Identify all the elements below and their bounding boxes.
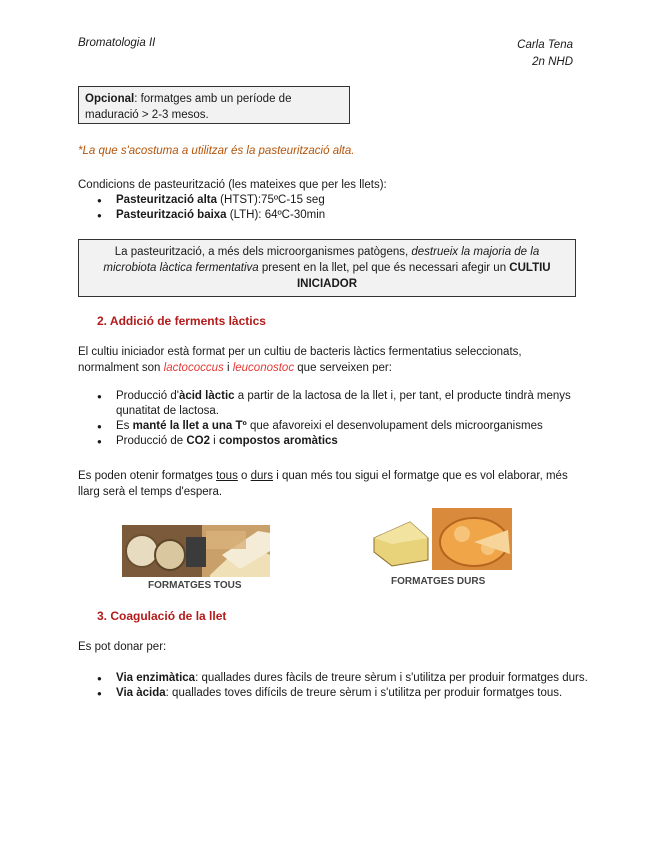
header-author-block: [517, 37, 573, 71]
item-text: Producció de: [116, 435, 187, 447]
condition-value: (HTST):75ºC-15 seg: [216, 194, 325, 206]
item-keyword: CO2: [186, 435, 210, 447]
list-item: [78, 193, 325, 208]
paragraph-text: Es poden otenir formatges: [78, 470, 217, 482]
paragraph-text: o: [237, 470, 251, 482]
soft-cheese-caption: FORMATGES TOUS: [148, 580, 242, 591]
item-text: a partir de la lactosa de la llet i, per tant, el producte tindrà menys qunatitat de lactosa.: [116, 390, 571, 417]
item-keyword: compostos aromàtics: [218, 435, 338, 447]
list-item: [78, 671, 598, 686]
item-keyword: manté la llet a una Tº: [132, 420, 247, 432]
conditions-list: [78, 193, 325, 223]
section-heading: 3. Coagulació de la llet: [97, 609, 227, 623]
header-author: Carla Tena: [517, 39, 573, 51]
paragraph-text: i: [223, 362, 233, 374]
optional-label: Opcional: [85, 93, 135, 105]
item-keyword: Via enzimàtica: [116, 672, 196, 684]
paragraph-text: El cultiu iniciador està format per un cultiu de bacteris làctics fermentatius seleccionats, normalment son: [78, 346, 522, 374]
condition-name: Pasteurització baixa: [116, 209, 227, 221]
section-heading: 2. Addició de ferments làctics: [97, 314, 266, 328]
coagulation-list: [78, 671, 598, 701]
list-item: [78, 434, 598, 449]
condition-value: (LTH): 64ºC-30min: [226, 209, 326, 221]
item-text: i: [209, 435, 219, 447]
item-text: : quallades toves difícils de treure sèrum i s'utilitza per produir formatges tous.: [165, 687, 563, 699]
item-text: Producció d': [116, 390, 179, 402]
item-text: que afavoreixi el desenvolupament dels microorganismes: [246, 420, 543, 432]
list-item: [78, 208, 325, 223]
underlined-term: tous: [216, 470, 238, 482]
paragraph: [78, 468, 578, 500]
soft-cheese-image: [122, 525, 270, 577]
species-name: lactococcus: [163, 362, 224, 374]
list-item: [78, 389, 598, 419]
warning-emphasis: destrueix la majoria de la microbiota làctica fermentativa: [103, 246, 540, 274]
hard-cheese-image: [370, 508, 512, 570]
species-name: leuconostoc: [232, 362, 295, 374]
list-item: [78, 419, 598, 434]
warning-text: La pasteurització, a més dels microorganismes patògens,: [114, 246, 412, 258]
condition-name: Pasteurització alta: [116, 194, 217, 206]
list-item: [78, 686, 598, 701]
optional-box: [78, 86, 350, 124]
header-course: 2n NHD: [532, 56, 573, 68]
paragraph-text: que serveixen per:: [294, 362, 392, 374]
paragraph: [78, 344, 578, 376]
warning-text: present en la llet, pel que és necessari afegir un: [258, 262, 510, 274]
paragraph-text: i quan més tou sigui el formatge que es vol elaborar, més llarg serà el temps d'espera.: [78, 470, 568, 498]
conditions-intro: Condicions de pasteurització (les mateixes que per les llets):: [78, 179, 387, 191]
item-keyword: àcid làctic: [178, 390, 235, 402]
item-keyword: Via àcida: [116, 687, 166, 699]
underlined-term: durs: [250, 470, 274, 482]
hard-cheese-caption: FORMATGES DURS: [391, 576, 486, 587]
warning-box: [78, 239, 576, 297]
pasteurization-note: *La que s'acostuma a utilitzar és la pasteurització alta.: [78, 145, 355, 157]
warning-keyword: CULTIU INICIADOR: [296, 262, 551, 290]
ferments-list: [78, 389, 598, 449]
item-text: Es: [116, 420, 133, 432]
optional-text: : formatges amb un període de maduració > 2-3 mesos.: [85, 93, 292, 121]
paragraph: Es pot donar per:: [78, 641, 167, 653]
header-subject: Bromatologia II: [78, 37, 156, 49]
item-text: : quallades dures fàcils de treure sèrum i s'utilitza per produir formatges durs.: [195, 672, 588, 684]
